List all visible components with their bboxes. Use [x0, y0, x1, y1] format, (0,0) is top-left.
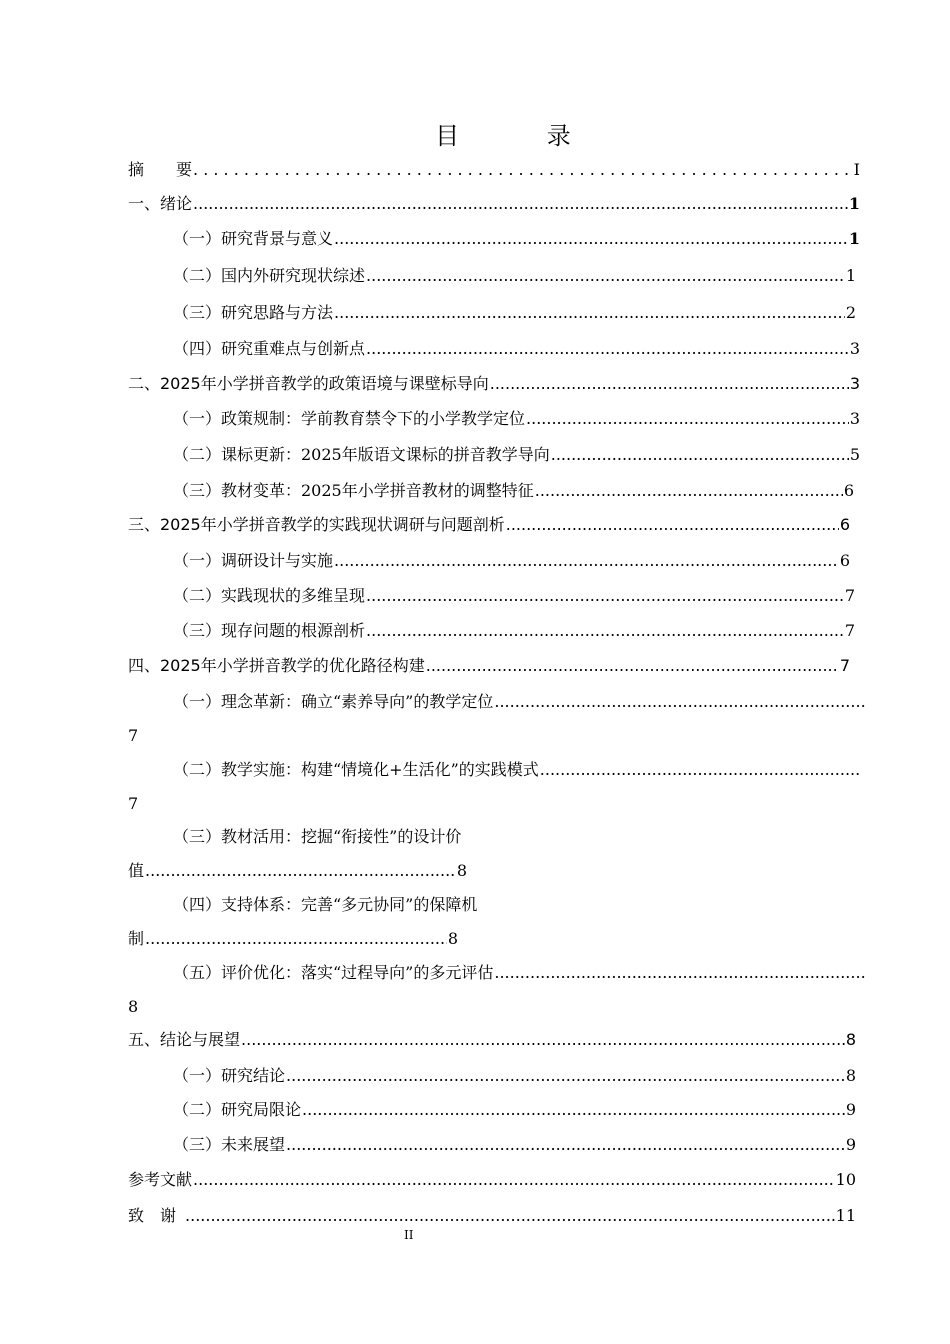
- toc-entry-section-3-1[interactable]: [173, 551, 850, 571]
- dot-leader: [494, 692, 865, 712]
- toc-page-number-wrapped: 8: [128, 997, 139, 1016]
- dot-leader: [241, 1030, 845, 1050]
- toc-entry-section-3-2[interactable]: [173, 586, 855, 606]
- toc-entry-section-5-2[interactable]: [173, 1100, 856, 1120]
- toc-page-number: 3: [849, 339, 860, 358]
- toc-entry-label: （二）研究局限论: [173, 1100, 302, 1119]
- toc-entry-label: （一）政策规制：学前教育禁令下的小学教学定位: [173, 409, 526, 428]
- toc-entry-label: 摘 要: [128, 160, 193, 179]
- toc-entry-section-3-3[interactable]: [173, 621, 855, 641]
- toc-entry-section-1-3[interactable]: [173, 303, 856, 323]
- dot-leader: [494, 963, 865, 983]
- dot-leader: [145, 861, 456, 881]
- toc-page-number-wrapped: 7: [128, 794, 139, 813]
- toc-entry-acknowledgements[interactable]: [128, 1206, 856, 1226]
- toc-entry-abstract[interactable]: [128, 160, 860, 180]
- toc-page-number: 5: [849, 445, 860, 464]
- toc-entry-label: （三）研究思路与方法: [173, 303, 334, 322]
- dot-leader: [526, 409, 849, 429]
- dot-leader: [334, 551, 839, 571]
- dot-leader: [193, 194, 848, 214]
- toc-entry-label: （三）现存问题的根源剖析: [173, 621, 366, 640]
- toc-entry-section-4-2[interactable]: [173, 760, 861, 780]
- toc-page-number: 8: [447, 929, 458, 948]
- toc-page-number: 11: [835, 1206, 856, 1225]
- toc-entry-section-4-3[interactable]: （三）教材活用：挖掘“衔接性”的设计价: [173, 827, 462, 846]
- toc-entry-label: 五、结论与展望: [128, 1030, 241, 1049]
- toc-page-number: 8: [845, 1066, 856, 1085]
- toc-page-number: 10: [835, 1170, 856, 1189]
- dot-leader: [334, 229, 848, 249]
- toc-entry-chapter-3[interactable]: [128, 515, 850, 535]
- toc-page-number: 6: [839, 515, 850, 534]
- toc-entry-section-4-4-continued[interactable]: [128, 929, 458, 949]
- toc-page-number-wrapped: 7: [128, 726, 139, 745]
- dot-leader: [193, 1170, 835, 1190]
- dot-leader: [334, 303, 845, 323]
- toc-entry-label: （二）实践现状的多维呈现: [173, 586, 366, 605]
- toc-page-number: 1: [845, 266, 856, 285]
- dot-leader: [185, 1206, 835, 1226]
- dot-leader: [551, 445, 849, 465]
- toc-entry-section-4-5[interactable]: [173, 963, 865, 983]
- dot-leader: [145, 929, 447, 949]
- toc-entry-label: 三、2025年小学拼音教学的实践现状调研与问题剖析: [128, 515, 505, 534]
- toc-page-number: 9: [845, 1100, 856, 1119]
- toc-page-number: 1: [848, 229, 860, 248]
- toc-entry-section-4-1[interactable]: [173, 692, 865, 712]
- toc-entry-label: （一）研究结论: [173, 1066, 286, 1085]
- toc-page-number: 6: [839, 551, 850, 570]
- dot-leader: [506, 515, 839, 535]
- toc-title: 目 录: [435, 122, 611, 150]
- toc-page-number: 8: [845, 1030, 856, 1049]
- toc-page-number: 3: [849, 409, 860, 428]
- toc-entry-section-1-2[interactable]: [173, 266, 856, 286]
- toc-page-number: 7: [844, 621, 855, 640]
- toc-entry-label: （三）未来展望: [173, 1135, 286, 1154]
- toc-page-number: 7: [839, 656, 850, 675]
- toc-entry-chapter-1[interactable]: [128, 194, 860, 214]
- dot-leader: [490, 374, 849, 394]
- toc-page-number: 8: [456, 861, 467, 880]
- toc-entry-section-1-4[interactable]: [173, 339, 860, 359]
- toc-entry-label: 制: [128, 929, 145, 948]
- toc-page-number: 1: [848, 194, 860, 213]
- toc-entry-label: （二）国内外研究现状综述: [173, 266, 366, 285]
- toc-page-number: 3: [849, 374, 860, 393]
- toc-entry-references[interactable]: [128, 1170, 856, 1190]
- page-footer-number: II: [404, 1228, 414, 1242]
- dot-leader: [426, 656, 839, 676]
- toc-entry-chapter-2[interactable]: [128, 374, 860, 394]
- toc-entry-label: （五）评价优化：落实“过程导向”的多元评估: [173, 963, 494, 982]
- toc-entry-section-2-3[interactable]: [173, 481, 854, 501]
- toc-entry-label: （一）理念革新：确立“素养导向”的教学定位: [173, 692, 494, 711]
- toc-entry-section-1-1[interactable]: [173, 229, 860, 249]
- dot-leader: [286, 1135, 845, 1155]
- toc-entry-section-5-3[interactable]: [173, 1135, 856, 1155]
- toc-entry-label: （二）课标更新：2025年版语文课标的拼音教学导向: [173, 445, 550, 464]
- dot-leader: [193, 160, 853, 180]
- dot-leader: [302, 1100, 845, 1120]
- dot-leader: [540, 760, 861, 780]
- toc-page-number: 6: [843, 481, 854, 500]
- toc-entry-label: （二）教学实施：构建“情境化+生活化”的实践模式: [173, 760, 539, 779]
- toc-page-number: I: [853, 160, 860, 179]
- dot-leader: [535, 481, 843, 501]
- dot-leader: [366, 266, 845, 286]
- toc-entry-chapter-5[interactable]: [128, 1030, 856, 1050]
- toc-entry-label: （三）教材变革：2025年小学拼音教材的调整特征: [173, 481, 534, 500]
- dot-leader: [366, 621, 844, 641]
- toc-entry-section-2-2[interactable]: [173, 445, 860, 465]
- toc-entry-section-4-3-continued[interactable]: [128, 861, 467, 881]
- dot-leader: [286, 1066, 845, 1086]
- dot-leader: [366, 339, 849, 359]
- toc-entry-label: 参考文献: [128, 1170, 193, 1189]
- toc-entry-chapter-4[interactable]: [128, 656, 850, 676]
- toc-entry-label: 值: [128, 861, 145, 880]
- toc-page-number: 9: [845, 1135, 856, 1154]
- toc-entry-label: 二、2025年小学拼音教学的政策语境与课壁标导向: [128, 374, 489, 393]
- toc-entry-section-4-4[interactable]: （四）支持体系：完善“多元协同”的保障机: [173, 895, 478, 914]
- toc-entry-section-2-1[interactable]: [173, 409, 860, 429]
- toc-page-number: 2: [845, 303, 856, 322]
- dot-leader: [366, 586, 844, 606]
- toc-page-number: 7: [844, 586, 855, 605]
- toc-entry-label: （四）研究重难点与创新点: [173, 339, 366, 358]
- toc-entry-label: （一）研究背景与意义: [173, 229, 334, 248]
- toc-entry-label: （一）调研设计与实施: [173, 551, 334, 570]
- toc-entry-label: 致 谢: [128, 1206, 177, 1225]
- toc-entry-section-5-1[interactable]: [173, 1066, 856, 1086]
- toc-entry-label: 四、2025年小学拼音教学的优化路径构建: [128, 656, 425, 675]
- toc-entry-label: 一、绪论: [128, 194, 193, 213]
